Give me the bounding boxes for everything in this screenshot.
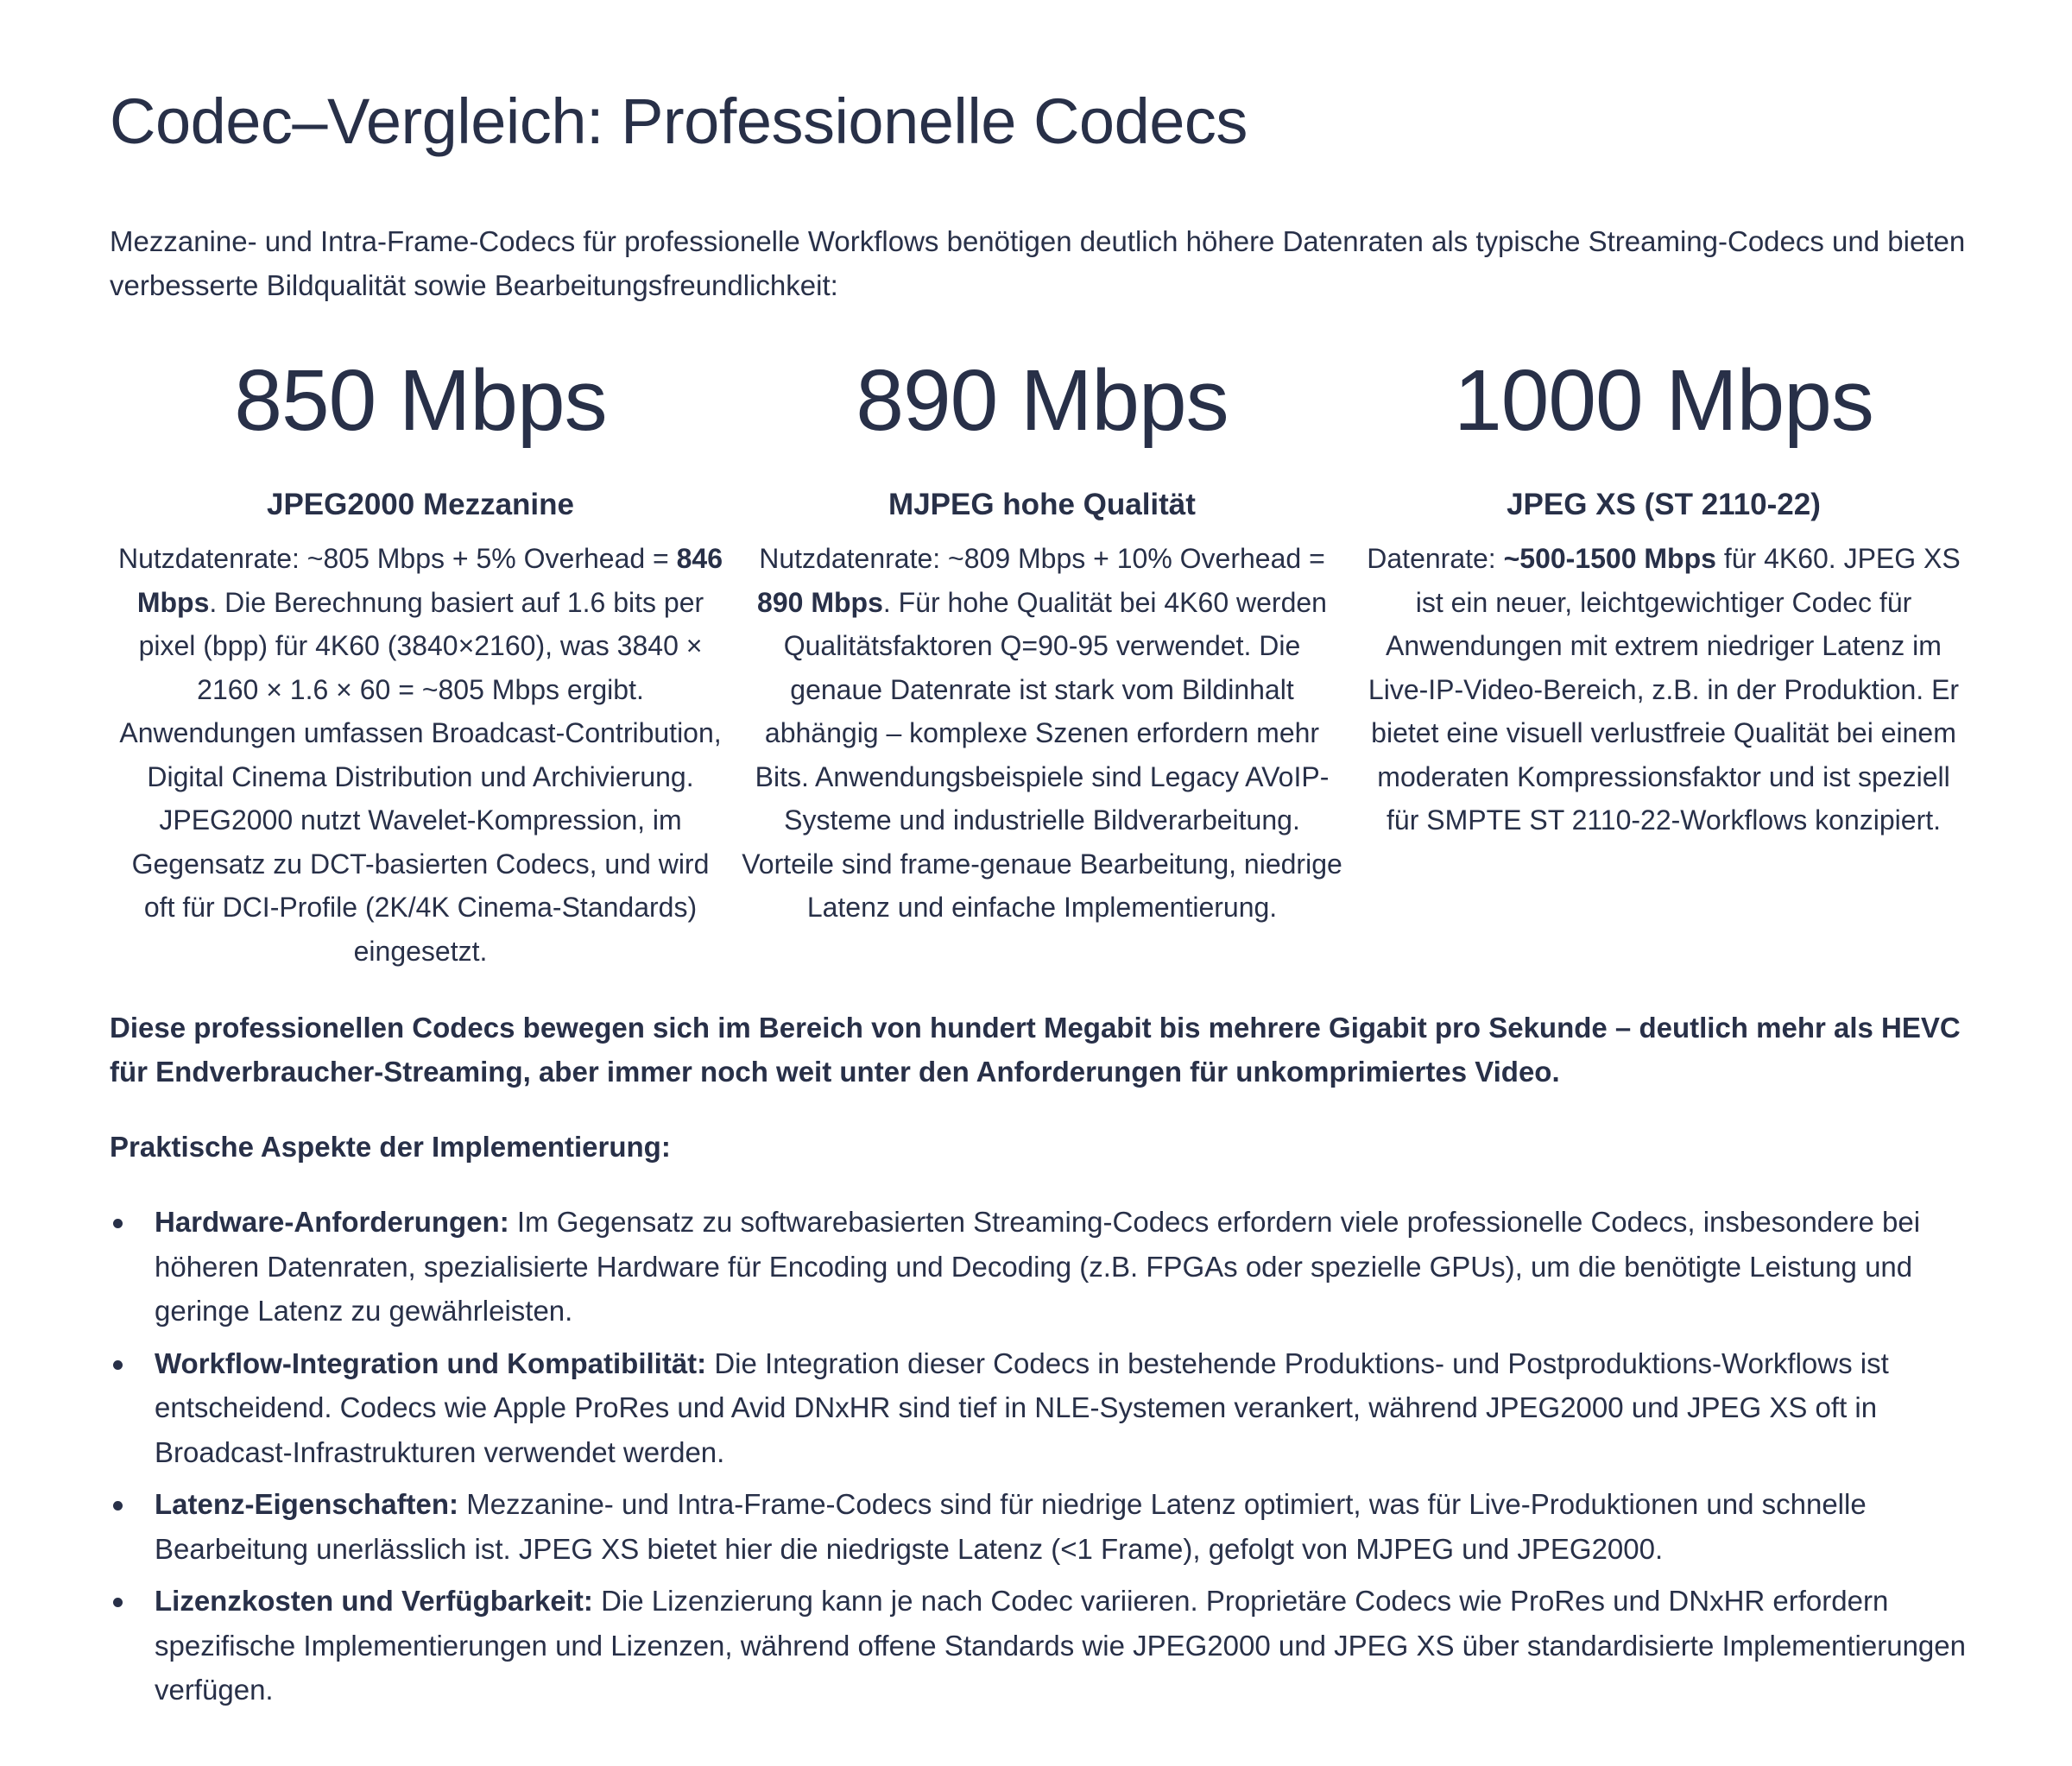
list-item-text: Mezzanine- und Intra-Frame-Codecs sind für niedrige Latenz optimiert, was für Live-Produktionen und schnelle Bearbeitung unerlässlich ist. JPEG XS bietet hier die niedrigste Latenz (<1 Frame), gefolgt von MJPEG und JPEG2000. <box>155 1488 1867 1565</box>
stat-value: 850 Mbps <box>234 352 607 449</box>
list-item-term: Workflow-Integration und Kompatibilität: <box>155 1347 707 1379</box>
list-item-text: Im Gegensatz zu softwarebasierten Streaming-Codecs erfordern viele professionelle Codecs, insbesondere bei höheren Datenraten, spezialisierte Hardware für Encoding und Decoding (z.B. FPGAs oder spezielle GPUs), um die benötigte Leistung und geringe Latenz zu gewährleisten. <box>155 1206 1921 1327</box>
stat-description <box>740 537 1344 930</box>
stat-description-highlight: 846 Mbps <box>136 543 723 618</box>
list-item <box>110 1200 1974 1334</box>
bullet-icon <box>113 1219 123 1228</box>
stat-description-text: Nutzdatenrate: ~805 Mbps + 5% Overhead = <box>118 543 677 574</box>
stat-jpeg-xs <box>1353 349 1974 973</box>
stat-description-highlight: 890 Mbps <box>757 586 883 618</box>
list-item-term: Latenz-Eigenschaften: <box>155 1488 459 1520</box>
stat-jpeg2000 <box>110 349 731 973</box>
stat-description-text: für 4K60. JPEG XS ist ein neuer, leichtgewichtiger Codec für Anwendungen mit extrem niedriger Latenz im Live-IP-Video-Bereich, z.B. in der Produktion. Er bietet eine visuell verlustfreie Qualität bei einem moderaten Kompressionsfaktor und ist speziell für SMPTE ST 2110-22-Workflows konzipiert. <box>1368 543 1961 836</box>
stat-label: JPEG2000 Mezzanine <box>267 488 574 521</box>
stat-description-text: Nutzdatenrate: ~809 Mbps + 10% Overhead = <box>759 543 1325 574</box>
page-title: Codec–Vergleich: Professionelle Codecs <box>110 85 1248 157</box>
stat-description-text: . Die Berechnung basiert auf 1.6 bits per pixel (bpp) für 4K60 (3840×2160), was 3840 × 2160 × 1.6 × 60 = ~805 Mbps ergibt. Anwendungen umfassen Broadcast-Contribution, Digital Cinema Distribution und Archivierung. JPEG2000 nutzt Wavelet-Kompression, im Gegensatz zu DCT-basierten Codecs, und wird oft für DCI-Profile (2K/4K Cinema-Standards) eingesetzt. <box>119 586 722 967</box>
list-item-text: Die Integration dieser Codecs in bestehende Produktions- und Postproduktions-Workflows ist entscheidend. Codecs wie Apple ProRes und Avid DNxHR sind tief in NLE-Systemen verankert, während JPEG2000 und JPEG XS oft in Broadcast-Infrastrukturen verwendet werden. <box>155 1347 1889 1468</box>
stats-row <box>110 349 1974 973</box>
stat-label: JPEG XS (ST 2110-22) <box>1507 488 1821 521</box>
stat-description <box>118 537 723 973</box>
aspects-list <box>110 1200 1974 1712</box>
bullet-icon <box>113 1598 123 1607</box>
list-item-term: Lizenzkosten und Verfügbarkeit: <box>155 1585 593 1617</box>
list-item <box>110 1579 1974 1712</box>
stat-description-text: Datenrate: <box>1367 543 1504 574</box>
stat-label: MJPEG hohe Qualität <box>888 488 1196 521</box>
list-item-term: Hardware-Anforderungen: <box>155 1206 509 1238</box>
summary-paragraph: Diese professionellen Codecs bewegen sich im Bereich von hundert Megabit bis mehrere Gigabit pro Sekunde – deutlich mehr als HEVC für Endverbraucher-Streaming, aber immer noch weit unter den Anforderungen für unkomprimiertes Video. <box>110 1012 1961 1088</box>
stat-description <box>1361 537 1966 842</box>
intro-paragraph: Mezzanine- und Intra-Frame-Codecs für professionelle Workflows benötigen deutlich höhere Datenraten als typische Streaming-Codecs und bieten verbesserte Bildqualität sowie Bearbeitungsfreundlichkeit: <box>110 225 1966 301</box>
bullet-icon <box>113 1501 123 1511</box>
list-item-text: Die Lizenzierung kann je nach Codec variieren. Proprietäre Codecs wie ProRes und DNxHR erfordern spezifische Implementierungen und Lizenzen, während offene Standards wie JPEG2000 und JPEG XS über standardisierte Implementierungen verfügen. <box>155 1585 1966 1706</box>
bullet-icon <box>113 1360 123 1370</box>
aspects-heading: Praktische Aspekte der Implementierung: <box>110 1131 671 1163</box>
stat-value: 890 Mbps <box>856 352 1229 449</box>
stat-description-text: . Für hohe Qualität bei 4K60 werden Qualitätsfaktoren Q=90-95 verwendet. Die genaue Datenrate ist stark vom Bildinhalt abhängig – komplexe Szenen erfordern mehr Bits. Anwendungsbeispiele sind Legacy AVoIP-Systeme und industrielle Bildverarbeitung. Vorteile sind frame-genaue Bearbeitung, niedrige Latenz und einfache Implementierung. <box>742 586 1342 923</box>
list-item <box>110 1482 1974 1571</box>
stat-value: 1000 Mbps <box>1454 352 1873 449</box>
list-item <box>110 1341 1974 1475</box>
stat-description-highlight: ~500-1500 Mbps <box>1503 543 1716 574</box>
stat-mjpeg <box>731 349 1353 973</box>
